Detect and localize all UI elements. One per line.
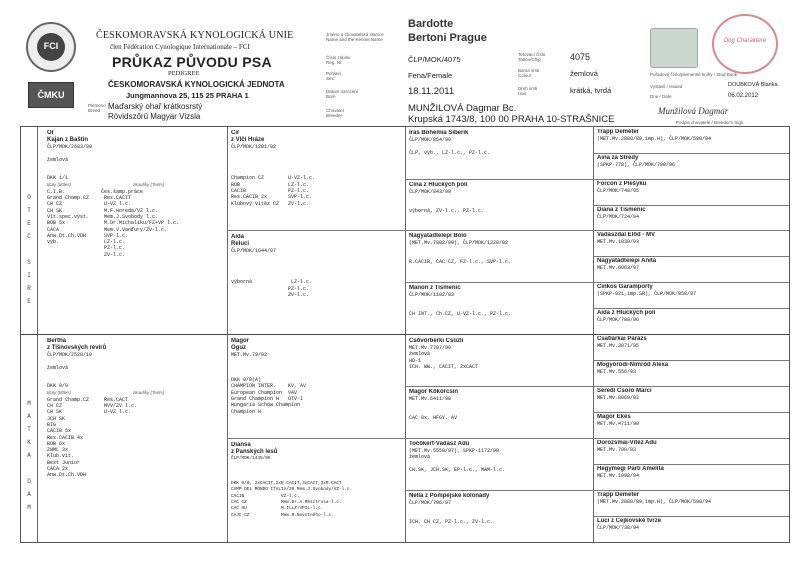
sire-letter: E: [27, 220, 31, 227]
gen3-name: Cina z Hluckých polí: [409, 182, 468, 188]
gen4-details: ČLP/MOK/724/94: [597, 214, 640, 220]
gen4-details: MET.Mv.556/93: [597, 369, 637, 375]
gen3-name: Manon z Tismenic: [409, 285, 461, 291]
dam-letter: K: [27, 439, 31, 446]
sire-letter: S: [27, 259, 31, 266]
sire-letter: [21, 243, 37, 256]
breed-hu: Rövidszőrü Magyar Vizsla: [108, 112, 201, 121]
gen3-cell-8: [409, 493, 591, 542]
gen4-name: Forcon z Plešyku: [597, 181, 647, 187]
dam-letter: A: [27, 452, 31, 459]
gen4-name: Trapp Demeter: [597, 492, 640, 498]
gen4-details: MET.Mv.700/93: [597, 447, 637, 453]
breeder-sign-label: Podpis chovatele / Breeder's Sign.: [676, 120, 745, 125]
gen4-details: (MET.Mv.2880/89,imp.H), ČLP/MOK/590/94: [597, 499, 712, 505]
reg-label: Číslo zápisu Reg. Nr.: [326, 55, 351, 65]
fci-logo-text: FCI: [43, 41, 59, 51]
gen4-cell: [597, 207, 787, 229]
gen4-details: ČLP/MOK/740/95: [597, 188, 640, 194]
gen3-cell-2: [409, 182, 591, 229]
gen2-name: Oguz: [231, 345, 246, 351]
gen3-details: ČLP/MOK/854/99 ČLP, výb., LZ-l.c., PZ-l.c.: [409, 137, 491, 156]
born-label: Datum narození Born: [326, 89, 359, 99]
gen2-cell-3: [231, 338, 403, 436]
gen4-cell: [597, 414, 787, 437]
sire-name: Kajan z Baštin: [47, 137, 89, 143]
tattoo-label: Tetovací číslo Tattoo/Chip: [518, 52, 546, 62]
org-name: ČESKOMORAVSKÁ KYNOLOGICKÁ JEDNOTA: [108, 80, 285, 89]
dog-reg: ČLP/MOK/4075: [408, 55, 461, 64]
gen4-name: Nagyatádtelepi Anita: [597, 258, 657, 264]
dam-cell: [47, 338, 225, 542]
gen3-details: ČLP/MOK/1102/03 CH INT., Ch.CZ, U-VZ-l.c., PZ-l.c.: [409, 292, 512, 317]
breed-label: Plemeno Breed: [88, 103, 106, 113]
gen3-details: MET.Mv.7707/99 žemlová HD-1 ICH. WW., CACIT, 2xCACT: [409, 345, 479, 370]
dog-name-1: Bardotte: [408, 18, 454, 30]
dam-titles-label: tituly (tittles): [47, 389, 72, 395]
color-label: Barva srsti Colour: [518, 68, 540, 78]
sire-side-label: [21, 191, 37, 308]
breeder-label: Chovatel Breeder: [326, 108, 344, 118]
gen3-cell-6: [409, 389, 591, 436]
gen3-cell-1: [409, 130, 591, 178]
gen3-details: ČLP/MOK/843/99 výborná, ZV-l.c., PZ-l.c.: [409, 189, 485, 214]
union-name: ČESKOMORAVSKÁ KYNOLOGICKÁ UNIE: [96, 30, 294, 41]
gen3-details: (MET.Mv.7802/99), ČLP/MOK/1220/02 R.CACIB, CAC CZ, FZ-l.c., SVP-l.c.: [409, 240, 512, 265]
gen2-name: z Panských lesů: [231, 449, 278, 455]
gen4-details: (MET.Mv.2880/89,imp.H), ČLP/MOK/590/94: [597, 136, 712, 142]
gen3-cell-7: [409, 441, 591, 489]
breeder-name: MUNŽILOVÁ Dagmar Bc.: [408, 103, 517, 114]
header: [0, 0, 800, 126]
dam-side-label: [21, 397, 37, 514]
pedigree-grid: [20, 126, 790, 543]
gen4-cell: [597, 155, 787, 178]
gen4-cell: [597, 466, 787, 489]
gen4-details: ČLP/MOK/738/94: [597, 525, 640, 531]
fci-logo: [26, 22, 76, 72]
gen2-details: ČLP/MOK/1644/07 výborná LZ-l.c. PZ-l.c. ZV-l.c.: [231, 248, 313, 299]
breeder-signature: Munžilová Dagmar: [658, 106, 729, 116]
sex-label: Pohlaví Sex: [326, 71, 342, 81]
stud-book-label: Pořadové číslo/plemenné knihy / Stud Book: [650, 72, 738, 77]
gen3-name: Nella z Pompejské kolonády: [409, 493, 490, 499]
dam-letter: A: [27, 413, 31, 420]
gen2-details: MET.Mv.79/02 DKK 0/0(A) CHAMPION INTER. KV, AV European Champion VAV Grand Champion H ÖTV-I Hungaria Schow Champion Champion H: [231, 352, 307, 415]
sire-letter: E: [27, 298, 31, 305]
issued-value: DOUBKOVÁ Blanka: [728, 82, 778, 88]
gen4-name: Magor Ékes: [597, 414, 631, 420]
gen2-label: Cir: [231, 130, 240, 136]
dam-letter: D: [27, 478, 31, 485]
sire-letter: C: [27, 233, 31, 240]
gen3-details: (MET.Mv.5550/97), SPKP-1172/98 žemlová CH.SK, JCH.SK, EP-l.c., MAM-l.c.: [409, 448, 506, 473]
breed-cz: Maďarský ohař krátkosrstý: [108, 102, 203, 111]
gen4-name: Serédi Csoro Marci: [597, 388, 652, 394]
dog-name-2: Bertoni Prague: [408, 32, 487, 44]
gen2-name: Reluci: [231, 241, 250, 247]
document-subtitle: PEDIGREE: [168, 70, 200, 77]
gen2-label: Diansa: [231, 442, 251, 448]
breeder-stamp-text: Dog Charaktere: [723, 38, 767, 44]
breeder-stamp: [712, 14, 778, 74]
sire-letter: I: [27, 272, 31, 279]
tattoo-value: 4075: [570, 52, 591, 62]
dam-letter: T: [27, 426, 31, 433]
dam-details: ČLP/MOK/2520/10 žemlová DKK 0/0: [47, 352, 93, 390]
gen3-details: MET.Mv.6411/98 CAC 8x, HFGY. AV: [409, 396, 458, 421]
sire-cell: [47, 130, 225, 332]
gen4-cell: [597, 518, 787, 541]
gen3-cell-4: [409, 285, 591, 332]
cmku-logo: [28, 82, 74, 108]
sire-tests-label: zkoušky (Tests): [133, 181, 165, 187]
gen4-name: Dorozsmai-Vitéz Adu: [597, 440, 657, 446]
member-line: člen Fédération Cynologique Internationale – FCI: [110, 43, 250, 51]
gen4-cell: [597, 362, 787, 385]
gen4-name: Mogyoródi-Nimród Alexa: [597, 362, 669, 368]
gen3-cell-3: [409, 233, 591, 281]
gen4-cell: [597, 181, 787, 204]
gen2-cell-1: [231, 130, 403, 228]
gen4-cell: [597, 336, 787, 359]
hologram-sticker: [650, 28, 698, 68]
gen4-details: MET.Mv.1039/93: [597, 239, 640, 245]
gen4-details: MET.Mv.4711/90: [597, 421, 640, 427]
dam-titles: Grand Champ.CZ Res.CACT CH CZ MVV/ZV l.c. CH SK U-VZ l.c. JCH SK BIG CACIB 5x Res.CACIB 4x BOB 6x ZWML 3x Klub.vít. Best Junior CACA 2x Anw.Dt.Ch.VDH: [47, 396, 138, 479]
gen3-details: ČLP/MOK/706/97 ICH. CH CZ, PZ-l.c., ZV-l.c.: [409, 500, 494, 525]
gen4-details: (SPKP-921,imp.SR), ČLP/MOK/858/97: [597, 291, 697, 297]
dam-letter: M: [27, 504, 31, 511]
gen4-cell: [597, 388, 787, 411]
dam-tests-label: zkoušky (Tests): [133, 389, 165, 395]
gen4-details: MET.Mv.8069/92: [597, 395, 640, 401]
document-title: PRŮKAZ PŮVODU PSA: [112, 54, 272, 70]
gen3-name: Csővörberki Csűzli: [409, 338, 464, 344]
sire-letter: O: [27, 194, 31, 201]
hair-label: Druh srsti Hair: [518, 86, 538, 96]
gen4-cell: [597, 284, 787, 307]
org-address: Jungmannova 25, 115 25 PRAHA 1: [126, 91, 249, 100]
gen4-cell: [597, 440, 787, 463]
gen2-details: ČLP/MOK/1281/02 Champion CZ U-VZ-l.c. BOB LZ-l.c. CACIB PZ-l.c. Res.CACIB 2x SVP-l.c. Klubový vítěz CZ ZV-l.c.: [231, 144, 316, 207]
gen2-name: z Vlčí Hráze: [231, 137, 265, 143]
gen2-cell-2: [231, 234, 403, 332]
gen4-name: Vadászdal Előd - MV: [597, 232, 656, 238]
gen4-name: Luci z Čejkovské tvrze: [597, 518, 662, 524]
gen4-name: Cinkos Garamporty: [597, 284, 653, 290]
cmku-logo-text: ČMKU: [37, 90, 65, 100]
gen4-cell: [597, 129, 787, 152]
sire-titles: C.I.B. Čes.šamp.práce Grand Champ.CZ Res.CACIT CH CZ U-VZ l.c. CH SK M.F.Horeda/VZ l.c. Vit.spec.výst. Mem.J.Svobody l.c. BOB 5x M.Dr.Michalíku/FZ+VP l.c. CACA Mem.V.Vanďury/ZV-l.c. Anw.Dt.Ch.VDH SVP-l.c. výb. LZ-l.c. PZ-l.c. ZV-l.c.: [47, 188, 180, 258]
gen4-name: Diana z Tismenic: [597, 207, 646, 213]
dam-name: z Tišnovských revírů: [47, 345, 107, 351]
dog-born: 18.11.2011: [408, 86, 455, 97]
gen3-name: Magor Kőkörcsín: [409, 389, 459, 395]
dog-sex: Fena/Female: [408, 71, 453, 80]
color-value: žemlová: [570, 69, 598, 78]
gen4-cell: [597, 258, 787, 281]
dam-label: Bertha: [47, 338, 67, 344]
dam-letter: [21, 462, 37, 475]
dam-letter: M: [27, 400, 31, 407]
gen2-cell-4: [231, 442, 403, 542]
hair-value: krátká, tvrdá: [570, 86, 612, 95]
gen2-details: ČLP/MOK/1445/06 DKK 0/0, 2xCACIT,2xR.CACIT,3xCACT,3xR.CACT CAMP DEL MONDO ITALIA/20 Mem.J.Svobody/VZ-l.c. CACIB VZ-l.c. CAC CZ Mem.Dr.A.Měsztrosa-l.c. CAC HU M.ILLZ+VPIL-l.c. CAJC CZ Mem.M.Novotného-l.c.: [231, 456, 353, 518]
gen3-name: Nagyatádtelepi Bóló: [409, 233, 467, 239]
gen4-details: ČLP/MOK/780/96: [597, 317, 640, 323]
gen4-cell: [597, 232, 787, 255]
sire-details: ČLP/MOK/2683/09 žemlová DKK 1/1: [47, 144, 93, 182]
sire-letter: T: [27, 207, 31, 214]
gen2-label: Magor: [231, 338, 249, 344]
gen2-label: Aida: [231, 234, 245, 240]
date-value: 06.02.2012: [728, 93, 759, 99]
gen4-details: MET.Mv.1098/94: [597, 473, 640, 479]
gen4-details: MET.Mv.3871/95: [597, 343, 640, 349]
dam-letter: A: [27, 491, 31, 498]
breeder-address: Krupská 1743/8, 100 00 PRAHA 10-STRAŠNICE: [408, 114, 615, 125]
gen4-name: Csatlárkai Parázs: [597, 336, 647, 342]
gen4-name: Aina za Stredy: [597, 155, 639, 161]
name-label: Jméno a chovatelská stanice Name and the Kennel Name: [326, 32, 384, 42]
sire-letter: R: [27, 285, 31, 292]
gen4-cell: [597, 492, 787, 515]
gen4-cell: [597, 310, 787, 333]
gen4-name: Aida z Hluckých polí: [597, 310, 656, 316]
date-label: Dne / Date: [650, 94, 672, 99]
gen4-name: Trapp Demeter: [597, 129, 640, 135]
gen4-details: MET.Mv.6063/97: [597, 265, 640, 271]
gen4-name: Hegymegi Parti Amelita: [597, 466, 664, 472]
sire-label: Or: [47, 130, 55, 136]
gen4-details: (SPKP-778), ČLP/MOK/700/96: [597, 162, 676, 168]
gen3-name: Točőkert-Vadász Adu: [409, 441, 470, 447]
sire-titles-label: tituly (tittles): [47, 181, 72, 187]
gen3-cell-5: [409, 338, 591, 385]
gen3-name: Iras Bohemia Šiberik: [409, 130, 469, 136]
issued-label: Vystavil / Issued: [650, 84, 683, 89]
